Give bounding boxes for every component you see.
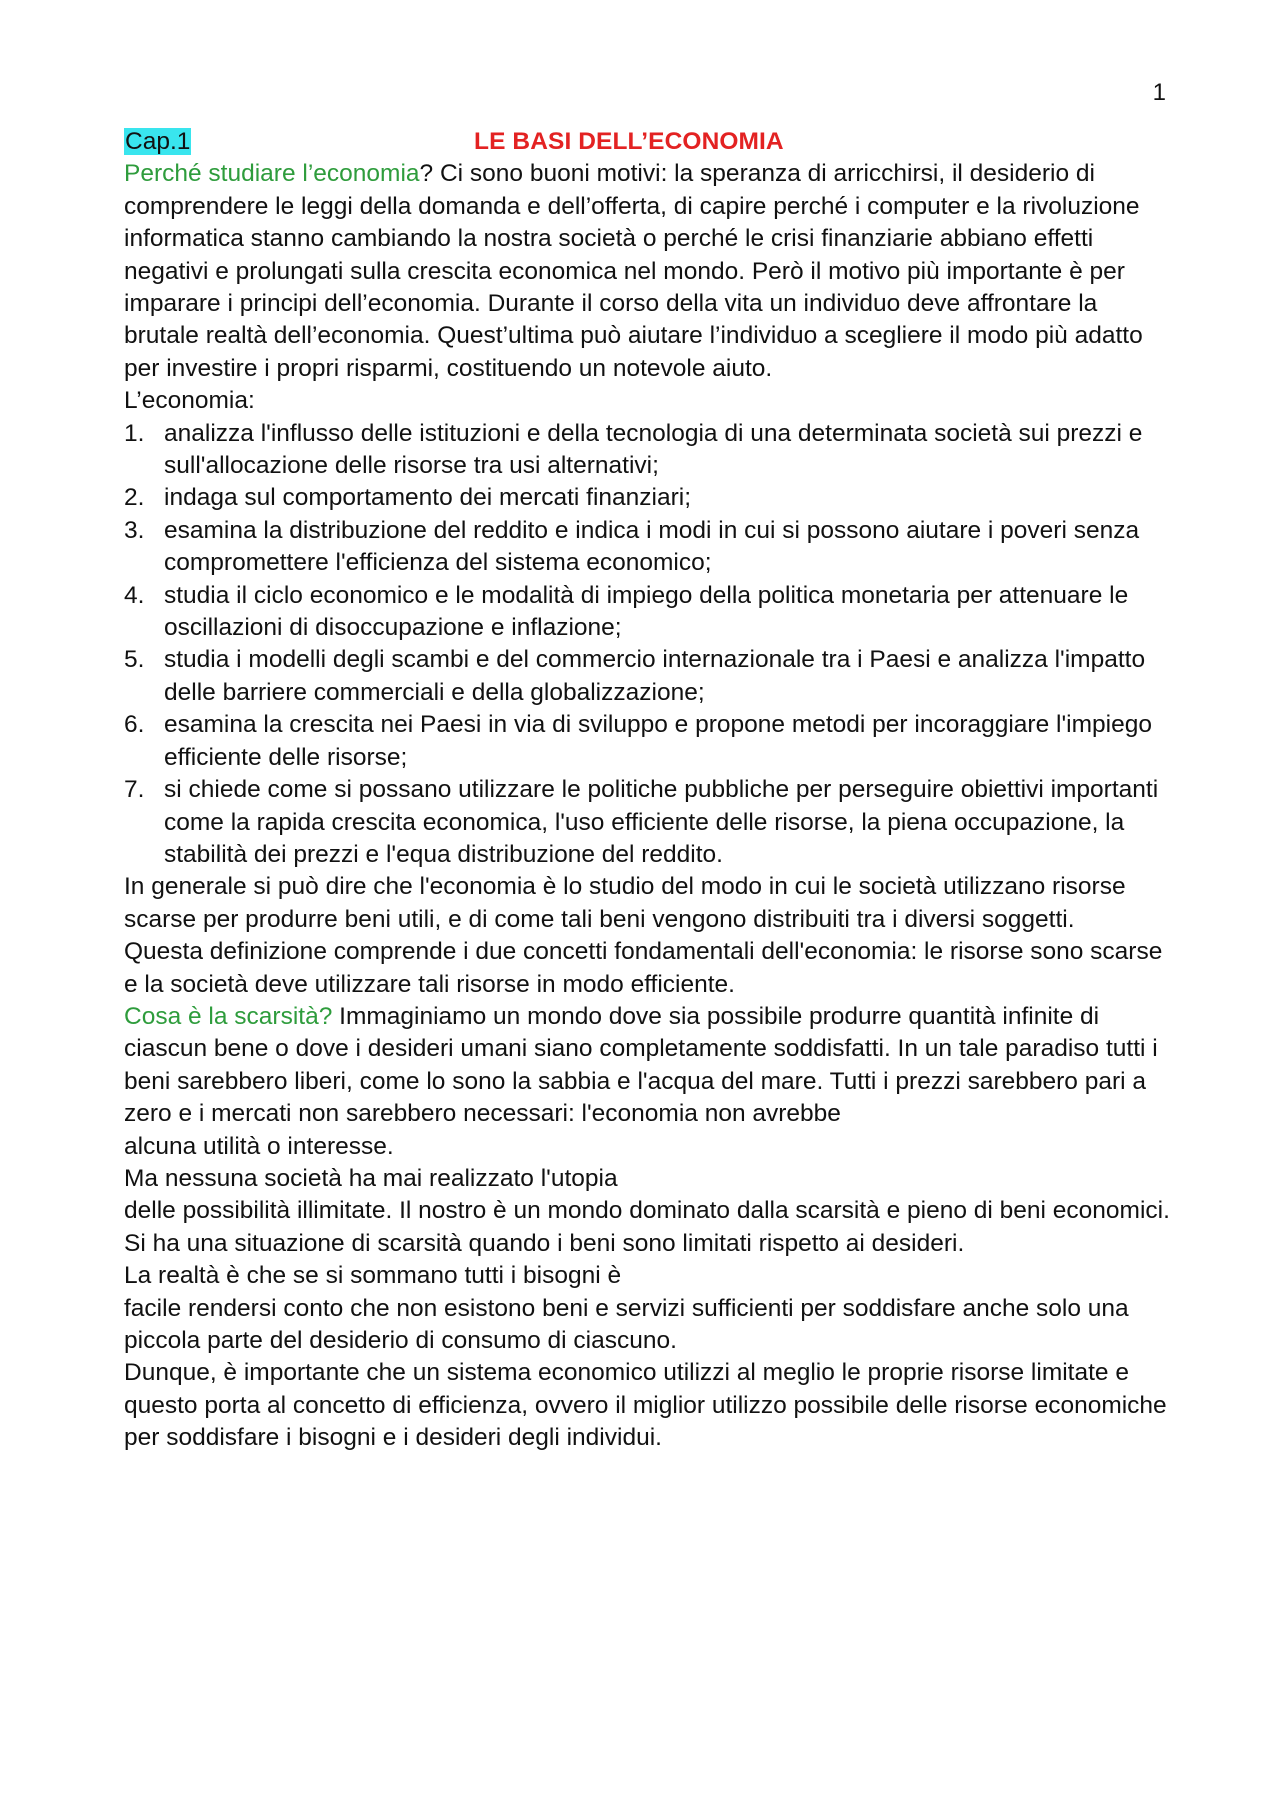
list-item [124, 709, 1172, 774]
list-item-number: 6. [124, 711, 145, 739]
list-item-text: studia il ciclo economico e le modalità di impiego della politica monetaria per attenuare le oscillazioni di disoccupazione e inflazione; [164, 581, 1129, 642]
list-item-text: esamina la crescita nei Paesi in via di sviluppo e propone metodi per incoraggiare l'impiego efficiente delle risorse; [164, 711, 1152, 771]
intro-paragraph [124, 158, 1172, 385]
scarcity-paragraph [124, 1001, 1172, 1131]
list-item [124, 482, 1172, 514]
list-item [124, 418, 1172, 483]
efficiency-paragraph: Dunque, è importante che un sistema economico utilizzi al meglio le proprie risorse limitate e questo porta al concetto di efficienza, ovvero il miglior utilizzo possibile delle risorse economiche per soddisfare i bisogni e i desideri degli individui. [124, 1359, 1167, 1452]
page-content [124, 126, 1172, 1455]
intro-text: ? Ci sono buoni motivi: la speranza di arricchirsi, il desiderio di comprendere le leggi della domanda e dell’offerta, di capire perché i computer e la rivoluzione informatica stanno cambiando la nostra società o perché le crisi finanziarie abbiano effetti negativi e prolungati sulla crescita economica nel mondo. Però il motivo più importante è per imparare i principi dell’economia. Durante il corso della vita un individuo deve affrontare la brutale realtà dell’economia. Quest’ultima può aiutare l’individuo a scegliere il modo più adatto per investire i propri risparmi, costituendo un notevole aiuto. [124, 160, 1143, 382]
scarcity-line: delle possibilità illimitate. Il nostro è un mondo dominato dalla scarsità e pieno di beni economici. [124, 1197, 1170, 1225]
concepts-paragraph: Questa definizione comprende i due concetti fondamentali dell'economia: le risorse sono scarse e la società deve utilizzare tali risorse in modo efficiente. [124, 938, 1163, 998]
list-item-text: si chiede come si possano utilizzare le politiche pubbliche per perseguire obiettivi importanti come la rapida crescita economica, l'uso efficiente delle risorse, la piena occupazione, la stabilità dei prezzi e l'equa distribuzione del reddito. [164, 776, 1159, 868]
intro-question: Perché studiare l’economia [124, 160, 420, 188]
list-item [124, 515, 1172, 580]
list-item-number: 2. [124, 484, 145, 512]
scarcity-line: facile rendersi conto che non esistono beni e servizi sufficienti per soddisfare anche solo una piccola parte del desiderio di consumo di ciascuno. [124, 1294, 1129, 1355]
scarcity-line: Si ha una situazione di scarsità quando i beni sono limitati rispetto ai desideri. [124, 1229, 965, 1257]
list-item-text: analizza l'influsso delle istituzioni e della tecnologia di una determinata società sui prezzi e sull'allocazione delle risorse tra usi alternativi; [164, 419, 1143, 480]
list-item-number: 1. [124, 419, 145, 447]
list-item-text: indaga sul comportamento dei mercati finanziari; [164, 484, 692, 512]
list-intro: L’economia: [124, 387, 255, 415]
scarcity-line: alcuna utilità o interesse. [124, 1132, 394, 1160]
definition-paragraph: In generale si può dire che l'economia è lo studio del modo in cui le società utilizzano risorse scarse per produrre beni utili, e di come tali beni vengono distribuiti tra i diversi soggetti. [124, 873, 1126, 933]
chapter-title: LE BASI DELL’ECONOMIA [474, 128, 784, 155]
list-item-number: 7. [124, 776, 145, 804]
list-item-text: studia i modelli degli scambi e del commercio internazionale tra i Paesi e analizza l'impatto delle barriere commerciali e della globalizzazione; [164, 646, 1146, 706]
scarcity-line: Ma nessuna società ha mai realizzato l'utopia [124, 1164, 618, 1192]
list-item-number: 3. [124, 516, 145, 544]
list-item [124, 580, 1172, 645]
scarcity-line: La realtà è che se si sommano tutti i bisogni è [124, 1262, 622, 1290]
list-item-text: esamina la distribuzione del reddito e indica i modi in cui si possono aiutare i poveri senza compromettere l'efficienza del sistema economico; [164, 516, 1140, 577]
list-item-number: 5. [124, 646, 145, 674]
list-item-number: 4. [124, 581, 145, 609]
list-item [124, 774, 1172, 871]
scarcity-question: Cosa è la scarsità? [124, 1002, 333, 1030]
chapter-header [124, 126, 1172, 158]
page-number: 1 [1152, 79, 1166, 106]
scarcity-text: Immaginiamo un mondo dove sia possibile produrre quantità infinite di ciascun bene o dove i desideri umani siano completamente soddisfatti. In un tale paradiso tutti i beni sarebbero liberi, come lo sono la sabbia e l'acqua del mare. Tutti i prezzi sarebbero pari a zero e i mercati non sarebbero necessari: l'economia non avrebbe [124, 1002, 1158, 1128]
list-item [124, 644, 1172, 709]
chapter-label: Cap.1 [125, 128, 191, 155]
economy-list [124, 418, 1172, 872]
